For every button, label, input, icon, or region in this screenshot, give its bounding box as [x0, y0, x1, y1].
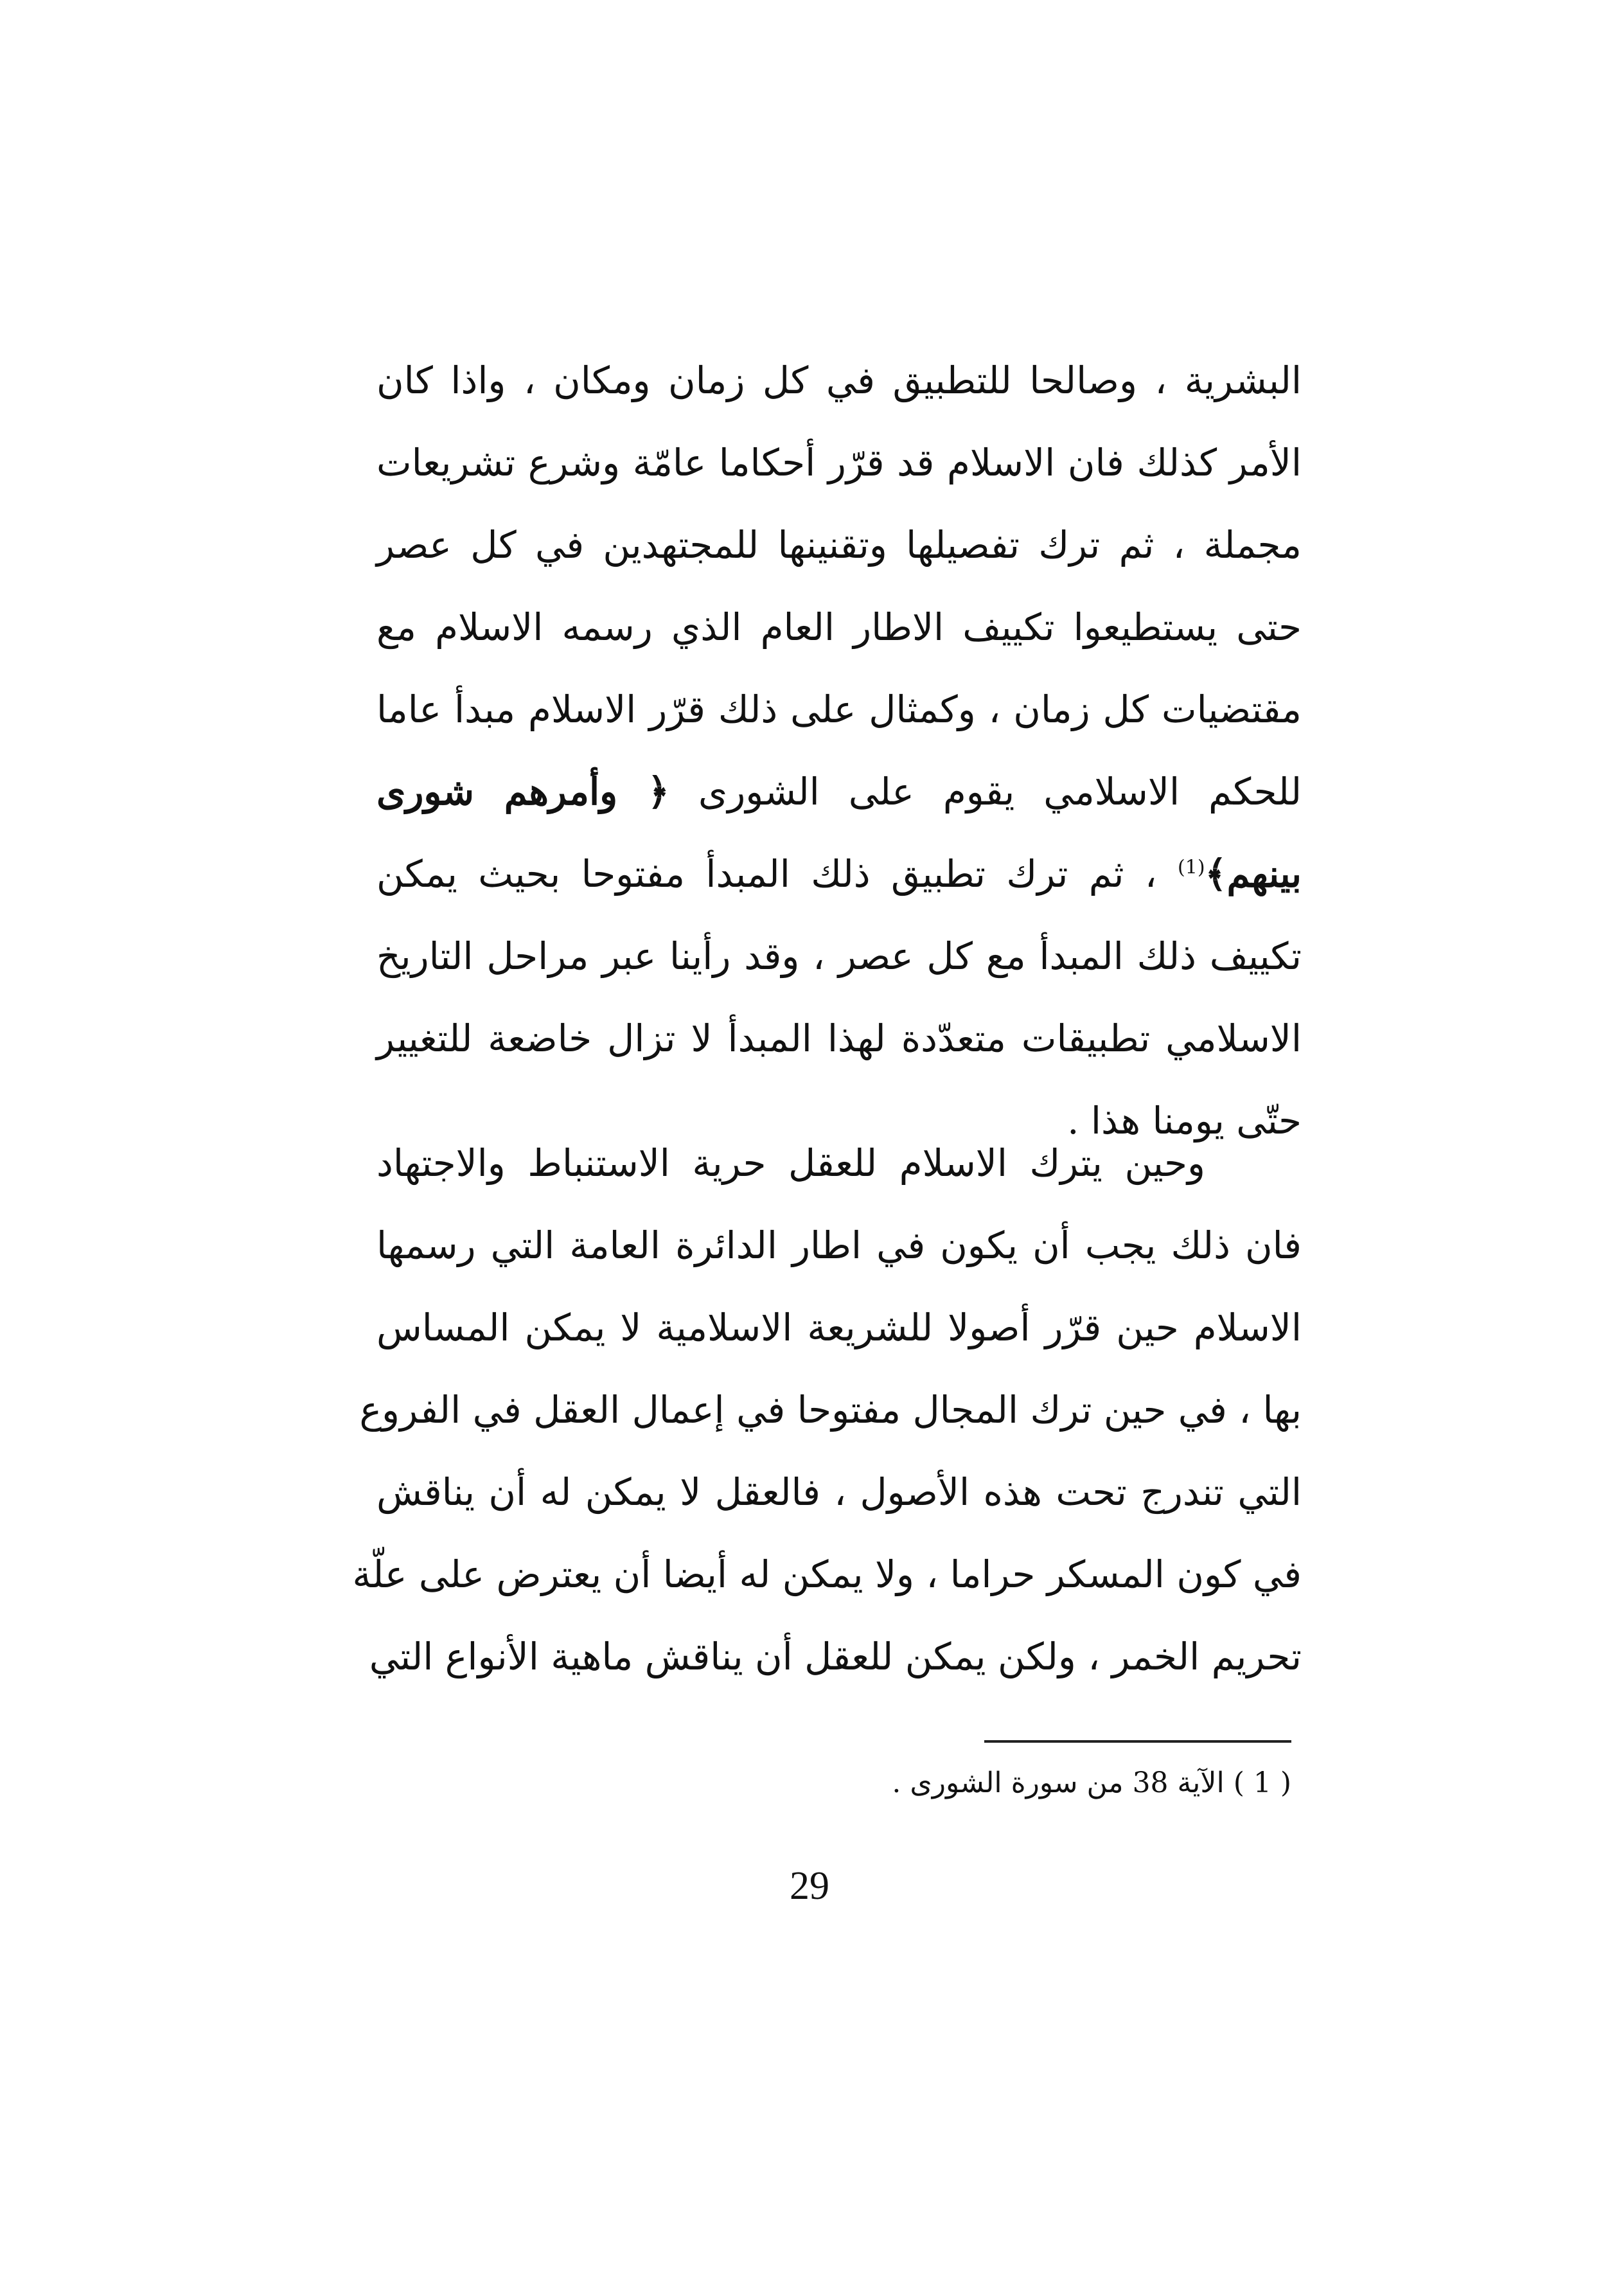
text-line: مجملة ، ثم ترك تفصيلها وتقنينها للمجتهدين في كل عصر: [376, 523, 1302, 567]
paragraph-1: [376, 339, 1302, 1162]
text-line: البشرية ، وصالحا للتطبيق في كل زمان ومكان ، واذا كان: [376, 359, 1302, 402]
text-line: في كون المسكر حراما ، ولا يمكن له أيضا أن يعترض على علّة: [352, 1553, 1302, 1596]
text-line: مقتضيات كل زمان ، وكمثال على ذلك قرّر الاسلام مبدأ عاما: [376, 688, 1302, 731]
page-number: 29: [790, 1864, 829, 1908]
paragraph-2: [352, 1122, 1302, 1698]
text-line: حتى يستطيعوا تكييف الاطار العام الذي رسمه الاسلام مع: [376, 605, 1302, 649]
text-line: [376, 751, 1302, 833]
text-line: الاسلام حين قرّر أصولا للشريعة الاسلامية لا يمكن المساس: [376, 1306, 1302, 1349]
quran-verse-end: بينهم: [1226, 852, 1302, 896]
text-line: تحريم الخمر ، ولكن يمكن للعقل أن يناقش ماهية الأنواع التي: [369, 1635, 1302, 1678]
text-line: الأمر كذلك فان الاسلام قد قرّر أحكاما عامّة وشرع تشريعات: [376, 441, 1302, 485]
text-fragment: للحكم الاسلامي يقوم على الشورى: [698, 770, 1302, 814]
text-line: حتّى يومنا هذا .: [1067, 1099, 1302, 1143]
footnote: ( 1 ) الآية 38 من سورة الشورى .: [892, 1766, 1291, 1799]
text-line: [376, 833, 1302, 915]
quran-bracket-close: ﴾: [1205, 852, 1227, 896]
quran-verse-open: ﴿ وأمرهم شورى: [376, 770, 669, 814]
footnote-divider: [984, 1740, 1291, 1743]
text-line: فان ذلك يجب أن يكون في اطار الدائرة العامة التي رسمها: [376, 1224, 1302, 1267]
text-line: بها ، في حين ترك المجال مفتوحا في إعمال العقل في الفروع: [359, 1388, 1302, 1432]
text-line: تكييف ذلك المبدأ مع كل عصر ، وقد رأينا عبر مراحل التاريخ: [376, 934, 1302, 978]
text-line: التي تندرج تحت هذه الأصول ، فالعقل لا يمكن له أن يناقش: [376, 1470, 1302, 1514]
text-fragment: ، ثم ترك تطبيق ذلك المبدأ مفتوحا بحيث يمكن: [376, 852, 1157, 896]
text-line: وحين يترك الاسلام للعقل حرية الاستنباط والاجتهاد: [376, 1141, 1205, 1185]
text-line: الاسلامي تطبيقات متعدّدة لهذا المبدأ لا تزال خاضعة للتغيير: [376, 1017, 1302, 1060]
footnote-marker: (1): [1178, 856, 1205, 879]
